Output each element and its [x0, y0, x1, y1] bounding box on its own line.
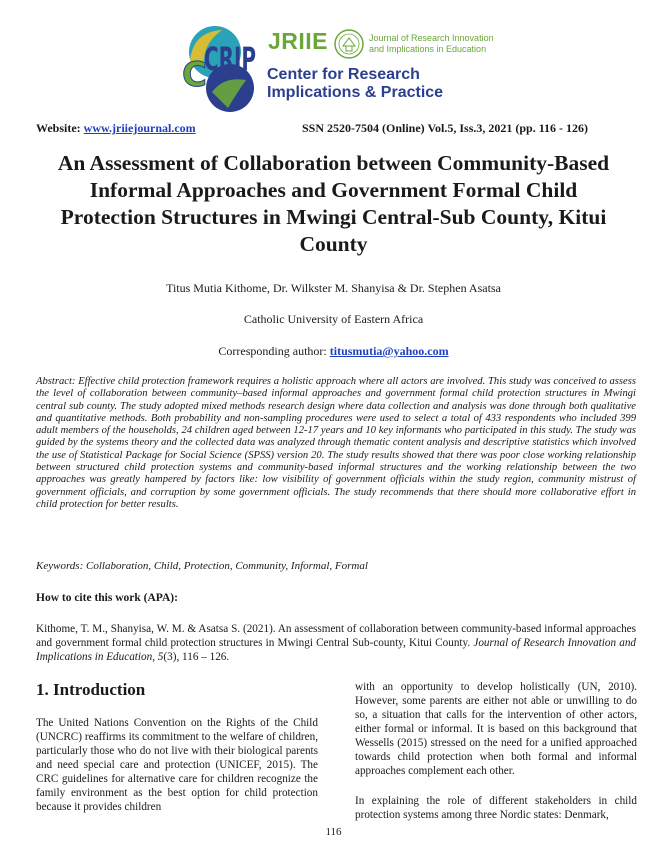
issn-info: SSN 2520-7504 (Online) Vol.5, Iss.3, 2021 (pp. 116 - 126) [302, 121, 589, 135]
intro-paragraph-right-2: In explaining the role of different stakeholders in child protection systems among three Nordic states: Denmark, [355, 795, 637, 821]
abstract-text: Effective child protection framework requires a holistic approach where all actors are involved. This study was conceived to assess the level of collaboration between community–based informal approaches and government formal child protection structures in Mwingi central sub county. The study adopted mixed methods research design where data collection and analysis was done through both qualitative and quantitative methods. Both probability and non-sampling procedures were used to select a total of 433 respondents who included 399 adult members of the households, 24 children aged between 12-17 years and 10 key informants who participated in this study. The study was guided by the systems theory and the collected data was analyzed through thematic content analysis and descriptive statistics which involved the use of Statistical Package for Social Science (SPSS) version 20. The study results showed that there was poor close working relationship between structured child protection systems and community-based informal structures and the working relationship between the two approaches was greatly hampered by factors like: low visibility of government officials within the study region, community mistrust of government officials, and corruption by some government officials. The study recommends that there should more collaborative effort in child protection for better results. [36, 376, 636, 510]
affiliation: Catholic University of Eastern Africa [243, 312, 424, 326]
cite-heading: How to cite this work (APA): [36, 592, 178, 604]
corresponding-author [0, 344, 667, 359]
crip-logo [172, 22, 262, 118]
center-name-line1: Center for Research [267, 66, 420, 83]
abstract [36, 376, 636, 511]
journal-acronym: JRIIE [268, 28, 329, 54]
website-row [36, 121, 196, 136]
corresponding-email-link[interactable]: titusmutia@yahoo.com [329, 344, 449, 358]
citation [36, 622, 636, 664]
citation-journal: Journal of Research Innovation and Implications in Education, 5 [36, 637, 637, 663]
page-number: 116 [325, 826, 342, 838]
center-name-line2: Implications & Practice [267, 84, 444, 101]
svg-text:C: C [182, 55, 207, 95]
journal-seal-icon [333, 28, 365, 60]
article-title: An Assessment of Collaboration between Community-Based Informal Approaches and Government Formal Child Protection Structures in Mwingi Central-Sub County, Kitui County [57, 151, 610, 256]
author-list: Titus Mutia Kithome, Dr. Wilkster M. Shanyisa & Dr. Stephen Asatsa [166, 281, 501, 295]
citation-text: Kithome, T. M., Shanyisa, W. M. & Asatsa S. (2021). An assessment of collaboration between community-based informal approaches and government formal child protection structures in Mwingi Central Sub-county, Kitui County. [36, 623, 636, 649]
citation-issue: (3), 116 – 126. [163, 651, 230, 663]
corresponding-label: Corresponding author: [218, 344, 327, 358]
section-heading-introduction: 1. Introduction [36, 680, 146, 699]
intro-paragraph-right-1: with an opportunity to develop holistically (UN, 2010). However, some parents are either not able or unwilling to do so, a situation that calls for the intervention of other actors, either formal or informal. It is based on this background that Wessells (2015) stressed on the need for a unified approached towards child protection when both formal and informal approaches complement each other. [355, 681, 637, 777]
abstract-label: Abstract: [36, 376, 76, 387]
keywords: Keywords: Collaboration, Child, Protection, Community, Informal, Formal [36, 560, 368, 572]
journal-full-name: Journal of Research Innovation and Implications in Education [369, 33, 494, 54]
website-label: Website: [36, 121, 81, 135]
logo-letters: CRIP [204, 40, 256, 78]
intro-paragraph-left: The United Nations Convention on the Rights of the Child (UNCRC) reaffirms its commitment to the welfare of children, particularly those who do not live with their biological parents and need special care and protection (UNICEF, 2015). The CRC guidelines for alternative care for children recognize the family environment as the best option for child protection because it provides children [36, 717, 318, 813]
website-link[interactable]: www.jriiejournal.com [83, 121, 196, 135]
